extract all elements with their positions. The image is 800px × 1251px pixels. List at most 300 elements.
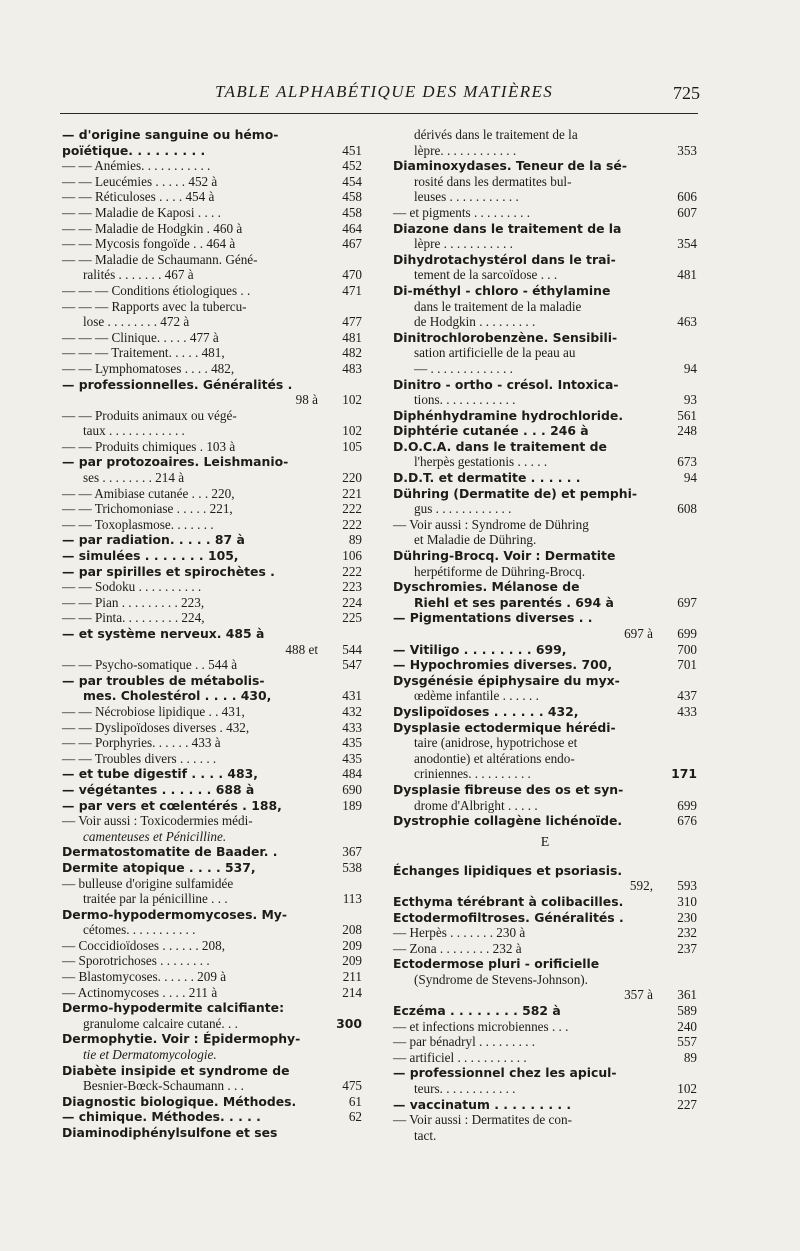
entry-text: Diphtérie cutanée . . . 246 à — [393, 423, 589, 439]
entry-line — [62, 798, 362, 814]
entry-line — [62, 1016, 362, 1032]
index-entry — [393, 205, 697, 221]
page-reference: 209 — [342, 953, 362, 969]
page-reference: 482 — [342, 345, 362, 361]
entry-text: Échanges lipidiques et psoriasis. — [393, 862, 623, 878]
entry-text: — par radiation. . . . . 87 à — [62, 532, 245, 548]
page-reference: 367 — [342, 844, 362, 860]
page-reference: 189 — [342, 797, 362, 813]
entry-line — [393, 798, 697, 814]
page-reference: 300 — [336, 1015, 362, 1031]
page-reference: 452 — [342, 158, 362, 174]
page-reference: 113 — [342, 891, 362, 907]
page-reference: 361 — [677, 987, 697, 1003]
index-entry — [62, 330, 362, 346]
entry-text: — — Dyslipoïdoses diverses . 432, — [62, 719, 250, 735]
entry-line — [393, 1128, 697, 1144]
entry-line — [62, 579, 362, 595]
page-reference: 606 — [677, 189, 697, 205]
entry-line — [62, 595, 362, 611]
entry-text: — par vers et cœlentérés . 188, — [62, 797, 282, 813]
entry-line — [393, 470, 697, 486]
index-entry — [393, 252, 697, 283]
entry-line — [393, 720, 697, 736]
index-entry — [393, 925, 697, 941]
page-number: 725 — [673, 83, 700, 103]
entry-text: (Syndrome de Stevens-Johnson). — [414, 971, 588, 987]
page-reference: 589 — [677, 1003, 697, 1019]
entry-text: Diazone dans le traitement de la — [393, 220, 622, 236]
entry-text: — par bénadryl . . . . . . . . . — [393, 1034, 536, 1050]
entry-text: — — Sodoku . . . . . . . . . . — [62, 579, 202, 595]
page-reference: 222 — [342, 501, 362, 517]
entry-line — [62, 1078, 362, 1094]
entry-line — [62, 891, 362, 907]
entry-line — [62, 673, 362, 689]
page-reference: 467 — [342, 236, 362, 252]
entry-line — [62, 158, 362, 174]
entry-text: traitée par la pénicilline . . . — [83, 891, 228, 907]
entry-text: Dystrophie collagène lichénoïde. — [393, 813, 623, 829]
entry-text: gus . . . . . . . . . . . . — [414, 501, 512, 517]
index-entry — [62, 720, 362, 736]
entry-line — [62, 720, 362, 736]
entry-line — [62, 1125, 362, 1141]
entry-line — [393, 925, 697, 941]
page-reference: 89 — [348, 532, 362, 548]
page-reference: 463 — [677, 314, 697, 330]
entry-text: — professionnelles. Généralités . — [62, 376, 293, 392]
page-reference: 433 — [342, 719, 362, 735]
entry-line — [393, 392, 697, 408]
entry-line — [393, 252, 697, 268]
page-reference: 310 — [677, 893, 697, 909]
page-reference: 451 — [342, 142, 362, 158]
index-entry — [62, 205, 362, 221]
entry-text: — Hypochromies diverses. 700, — [393, 657, 613, 673]
entry-text: lose . . . . . . . . 472 à — [83, 314, 190, 330]
index-entry — [393, 127, 697, 158]
entry-line — [393, 688, 697, 704]
entry-line — [62, 174, 362, 190]
index-entry — [393, 894, 697, 910]
page-reference: 593 — [677, 878, 697, 894]
entry-line — [393, 910, 697, 926]
entry-text: Dermophytie. Voir : Épidermophy- — [62, 1031, 301, 1047]
entry-line — [62, 361, 362, 377]
page-reference: 105 — [342, 438, 362, 454]
entry-line — [393, 330, 697, 346]
entry-text: — Zona . . . . . . . . 232 à — [393, 940, 522, 956]
page-reference: 102 — [677, 1081, 697, 1097]
entry-text: Diagnostic biologique. Méthodes. — [62, 1093, 297, 1109]
index-entry — [393, 579, 697, 610]
index-entry — [62, 1000, 362, 1031]
index-entry — [62, 158, 362, 174]
entry-line — [393, 439, 697, 455]
index-entry — [62, 221, 362, 237]
entry-text: — végétantes . . . . . . 688 à — [62, 781, 255, 797]
page-reference: 697 — [677, 594, 697, 610]
index-entry — [62, 876, 362, 907]
page-reference: 94 — [683, 470, 697, 486]
index-entry — [393, 610, 697, 641]
entry-line — [62, 922, 362, 938]
index-entry — [393, 1112, 697, 1143]
entry-line — [62, 330, 362, 346]
entry-text: lèpre. . . . . . . . . . . . — [414, 142, 517, 158]
entry-text: — — Mycosis fongoïde . . 464 à — [62, 236, 236, 252]
entry-line — [62, 252, 362, 268]
index-entry — [62, 1125, 362, 1141]
entry-text: — — Anémies. . . . . . . . . . . — [62, 158, 211, 174]
entry-text: 488 et — [285, 641, 318, 657]
entry-line — [393, 486, 697, 502]
index-entry — [62, 1094, 362, 1110]
entry-text: teurs. . . . . . . . . . . . — [414, 1081, 516, 1097]
entry-text: l'herpès gestationis . . . . . — [414, 454, 548, 470]
entry-line — [62, 314, 362, 330]
entry-text: — — Maladie de Schaumann. Géné- — [62, 251, 258, 267]
entry-line — [393, 408, 697, 424]
entry-text: tement de la sarcoïdose . . . — [414, 267, 558, 283]
entry-text: — Coccidioïdoses . . . . . . 208, — [62, 937, 226, 953]
entry-text: — — — Conditions étiologiques . . — [62, 282, 251, 298]
entry-line — [62, 221, 362, 237]
entry-line — [393, 283, 697, 299]
entry-line — [393, 626, 697, 642]
index-entry — [62, 283, 362, 299]
entry-text: — — Produits animaux ou végé- — [62, 407, 237, 423]
page-reference: 700 — [677, 641, 697, 657]
page-reference: 471 — [342, 282, 362, 298]
index-entry — [393, 1034, 697, 1050]
entry-text: Dyslipoïdoses . . . . . . 432, — [393, 703, 579, 719]
page-reference: 607 — [677, 204, 697, 220]
index-entry — [393, 1019, 697, 1035]
entry-line — [393, 189, 697, 205]
entry-text: — et pigments . . . . . . . . . — [393, 204, 530, 220]
entry-text: 98 à — [295, 392, 318, 408]
index-entry — [62, 174, 362, 190]
entry-text: et Maladie de Dühring. — [414, 532, 537, 548]
entry-text: — — Leucémies . . . . . 452 à — [62, 173, 218, 189]
entry-line — [393, 236, 697, 252]
page-reference: 699 — [677, 626, 697, 641]
entry-text: Dühring-Brocq. Voir : Dermatite — [393, 548, 616, 564]
entry-text: sation artificielle de la peau au — [414, 345, 576, 361]
page-reference: 464 — [342, 220, 362, 236]
index-entry — [393, 642, 697, 658]
page-reference: 673 — [677, 454, 697, 470]
entry-line — [62, 423, 362, 439]
page-reference: 354 — [677, 236, 697, 252]
index-entry — [393, 423, 697, 439]
entry-text: — — Toxoplasmose. . . . . . . — [62, 516, 214, 532]
entry-line — [62, 642, 362, 658]
index-entry — [62, 564, 362, 580]
page-reference: 223 — [342, 579, 362, 595]
entry-text: — — Maladie de Hodgkin . 460 à — [62, 220, 243, 236]
index-entry — [62, 938, 362, 954]
entry-text: 357 à — [624, 987, 653, 1003]
page-reference: 481 — [677, 267, 697, 283]
entry-text: — Blastomycoses. . . . . . 209 à — [62, 969, 227, 985]
entry-text: — . . . . . . . . . . . . . — [414, 360, 513, 376]
entry-line — [393, 972, 697, 988]
entry-line — [62, 439, 362, 455]
entry-text: — Voir aussi : Dermatites de con- — [393, 1112, 572, 1128]
entry-text: Ectodermose pluri - orificielle — [393, 956, 600, 972]
entry-line — [62, 189, 362, 205]
entry-line — [62, 236, 362, 252]
entry-line — [393, 143, 697, 159]
index-entry — [393, 1097, 697, 1113]
index-entry — [62, 735, 362, 751]
entry-line — [393, 1097, 697, 1113]
entry-line — [62, 205, 362, 221]
index-entry — [393, 910, 697, 926]
page-reference: 94 — [683, 360, 697, 376]
entry-line — [393, 704, 697, 720]
entry-text: tions. . . . . . . . . . . . — [414, 392, 516, 408]
entry-text: — — — Clinique. . . . . 477 à — [62, 329, 219, 345]
entry-text: rosité dans les dermatites bul- — [414, 173, 572, 189]
entry-line — [393, 894, 697, 910]
index-entry — [393, 408, 697, 424]
entry-line — [393, 735, 697, 751]
entry-line — [393, 642, 697, 658]
page-reference: 222 — [342, 563, 362, 579]
entry-line — [393, 878, 697, 894]
entry-line — [393, 1003, 697, 1019]
index-entry — [393, 657, 697, 673]
entry-text: — Herpès . . . . . . . 230 à — [393, 925, 526, 941]
page-reference: 701 — [677, 657, 697, 673]
entry-line — [62, 953, 362, 969]
entry-text: leuses . . . . . . . . . . . — [414, 189, 519, 205]
entry-text: tact. — [414, 1127, 437, 1143]
entry-text: Dermatostomatite de Baader. . — [62, 844, 278, 860]
entry-text: — par protozoaires. Leishmanio- — [62, 454, 289, 470]
entry-line — [62, 486, 362, 502]
page-reference: 484 — [342, 766, 362, 782]
index-entry — [62, 704, 362, 720]
page-reference: 208 — [342, 922, 362, 938]
entry-line — [62, 782, 362, 798]
entry-text: — Voir aussi : Syndrome de Dühring — [393, 516, 589, 532]
entry-text: — simulées . . . . . . . 105, — [62, 548, 239, 564]
entry-line — [62, 813, 362, 829]
entry-line — [393, 548, 697, 564]
entry-text: — par troubles de métabolis- — [62, 672, 265, 688]
index-column-left — [62, 127, 362, 1141]
entry-text: tie et Dermatomycologie. — [83, 1047, 217, 1063]
entry-line — [393, 863, 697, 879]
entry-line — [62, 1031, 362, 1047]
entry-line — [393, 766, 697, 782]
index-entry — [393, 720, 697, 782]
running-title: TABLE ALPHABÉTIQUE DES MATIÈRES — [215, 82, 554, 101]
entry-line — [62, 548, 362, 564]
entry-line — [62, 1047, 362, 1063]
entry-text: — et tube digestif . . . . 483, — [62, 766, 258, 782]
page-reference: 557 — [677, 1034, 697, 1050]
entry-text: taire (anidrose, hypotrichose et — [414, 735, 578, 751]
entry-text: 592, — [629, 878, 653, 894]
entry-text: Dühring (Dermatite de) et pemphi- — [393, 485, 637, 501]
entry-text: — — Nécrobiose lipidique . . 431, — [62, 703, 245, 719]
index-entry — [393, 941, 697, 957]
entry-line — [62, 501, 362, 517]
entry-text: Ecthyma térébrant à colibacilles. — [393, 893, 624, 909]
entry-text: — Vitiligo . . . . . . . . 699, — [393, 641, 567, 657]
page-reference: 171 — [671, 766, 697, 782]
entry-line — [393, 377, 697, 393]
index-entry — [62, 439, 362, 455]
entry-text: Diphénhydramine hydrochloride. — [393, 407, 624, 423]
entry-text: herpétiforme de Dühring-Brocq. — [414, 563, 586, 579]
entry-text: — Sporotrichoses . . . . . . . . — [62, 953, 210, 969]
page-reference: 547 — [342, 657, 362, 673]
page-reference: 470 — [342, 267, 362, 283]
entry-line — [62, 143, 362, 159]
entry-text: — Actinomycoses . . . . 211 à — [62, 984, 218, 1000]
index-entry — [62, 548, 362, 564]
page-reference: 676 — [677, 813, 697, 829]
entry-text: — — Pian . . . . . . . . . 223, — [62, 594, 205, 610]
entry-line — [393, 423, 697, 439]
index-entry — [62, 657, 362, 673]
entry-line — [393, 673, 697, 689]
entry-line — [393, 174, 697, 190]
entry-line — [62, 938, 362, 954]
entry-text: anodontie) et altérations endo- — [414, 750, 575, 766]
entry-line — [62, 267, 362, 283]
index-entry — [62, 189, 362, 205]
index-entry — [62, 813, 362, 844]
index-entry — [62, 860, 362, 876]
entry-line — [62, 283, 362, 299]
page-reference: 106 — [342, 548, 362, 564]
entry-text: — Voir aussi : Toxicodermies médi- — [62, 813, 253, 829]
entry-line — [393, 454, 697, 470]
index-entry — [62, 907, 362, 938]
entry-text: — — Produits chimiques . 103 à — [62, 438, 236, 454]
entry-text: — vaccinatum . . . . . . . . . — [393, 1096, 572, 1112]
entry-text: Riehl et ses parentés . 694 à — [414, 594, 614, 610]
entry-line — [393, 517, 697, 533]
entry-line — [62, 517, 362, 533]
index-entry — [62, 377, 362, 408]
page-reference: 211 — [342, 969, 362, 985]
entry-text: — — — Rapports avec la tubercu- — [62, 298, 247, 314]
entry-line — [393, 299, 697, 315]
entry-line — [62, 969, 362, 985]
entry-line — [62, 564, 362, 580]
entry-text: œdème infantile . . . . . . — [414, 688, 539, 704]
entry-text: Di-méthyl - chloro - éthylamine — [393, 282, 611, 298]
entry-line — [393, 1034, 697, 1050]
index-entry — [393, 486, 697, 517]
entry-line — [393, 127, 697, 143]
page-reference: 538 — [342, 859, 362, 875]
page-reference: 690 — [342, 781, 362, 797]
entry-text: ses . . . . . . . . 214 à — [83, 470, 185, 486]
entry-line — [62, 1000, 362, 1016]
section-letter: E — [540, 834, 550, 850]
entry-line — [393, 532, 697, 548]
page-reference: 481 — [342, 329, 362, 345]
index-entry — [393, 377, 697, 408]
entry-line — [62, 1063, 362, 1079]
index-entry — [62, 985, 362, 1001]
page-reference: 435 — [342, 750, 362, 766]
page-reference: 93 — [683, 392, 697, 408]
entry-text: Dinitrochlorobenzène. Sensibili- — [393, 329, 618, 345]
entry-text: D.D.T. et dermatite . . . . . . — [393, 470, 581, 486]
index-entry — [62, 517, 362, 533]
page-reference: 232 — [677, 925, 697, 941]
entry-text: — — Pinta. . . . . . . . . 224, — [62, 610, 205, 626]
entry-line — [393, 158, 697, 174]
page-reference: 561 — [677, 407, 697, 423]
index-entry — [393, 283, 697, 330]
entry-line — [62, 454, 362, 470]
index-entry — [62, 501, 362, 517]
entry-line — [62, 860, 362, 876]
entry-text: drome d'Albright . . . . . — [414, 797, 538, 813]
index-entry — [393, 956, 697, 1003]
index-entry — [393, 158, 697, 205]
entry-line — [62, 704, 362, 720]
index-entry — [393, 813, 697, 829]
page-reference: 608 — [677, 501, 697, 517]
entry-line — [393, 941, 697, 957]
entry-line — [62, 657, 362, 673]
entry-text: lèpre . . . . . . . . . . . — [414, 236, 513, 252]
entry-text: — — — Traitement. . . . . 481, — [62, 345, 225, 361]
entry-line — [62, 392, 362, 408]
entry-text: Dysplasie fibreuse des os et syn- — [393, 781, 624, 797]
page-reference: 221 — [342, 485, 362, 501]
entry-line — [62, 876, 362, 892]
entry-text: — — Lymphomatoses . . . . 482, — [62, 360, 235, 376]
entry-text: Diaminoxydases. Teneur de la sé- — [393, 158, 627, 174]
entry-text: taux . . . . . . . . . . . . — [83, 423, 185, 439]
entry-text: poïétique. . . . . . . . . — [62, 142, 206, 158]
entry-line — [62, 299, 362, 315]
entry-line — [393, 657, 697, 673]
entry-text: Dermo-hypodermomycoses. My- — [62, 906, 288, 922]
entry-line — [393, 345, 697, 361]
entry-text: granulome calcaire cutané. . . — [83, 1015, 238, 1031]
page-reference: 353 — [677, 142, 697, 158]
page-reference: 224 — [342, 594, 362, 610]
entry-text: criniennes. . . . . . . . . . — [414, 766, 531, 782]
entry-text: — — Trichomoniase . . . . . 221, — [62, 501, 233, 517]
page-reference: 102 — [342, 423, 362, 439]
index-entry — [62, 299, 362, 330]
index-entry — [62, 1109, 362, 1125]
page-reference: 237 — [677, 940, 697, 956]
entry-text: — d'origine sanguine ou hémo- — [62, 127, 279, 142]
page-reference: 454 — [342, 173, 362, 189]
index-entry — [62, 361, 362, 377]
entry-text: — — Psycho-somatique . . 544 à — [62, 657, 238, 673]
entry-line — [62, 610, 362, 626]
page-reference: 477 — [342, 314, 362, 330]
